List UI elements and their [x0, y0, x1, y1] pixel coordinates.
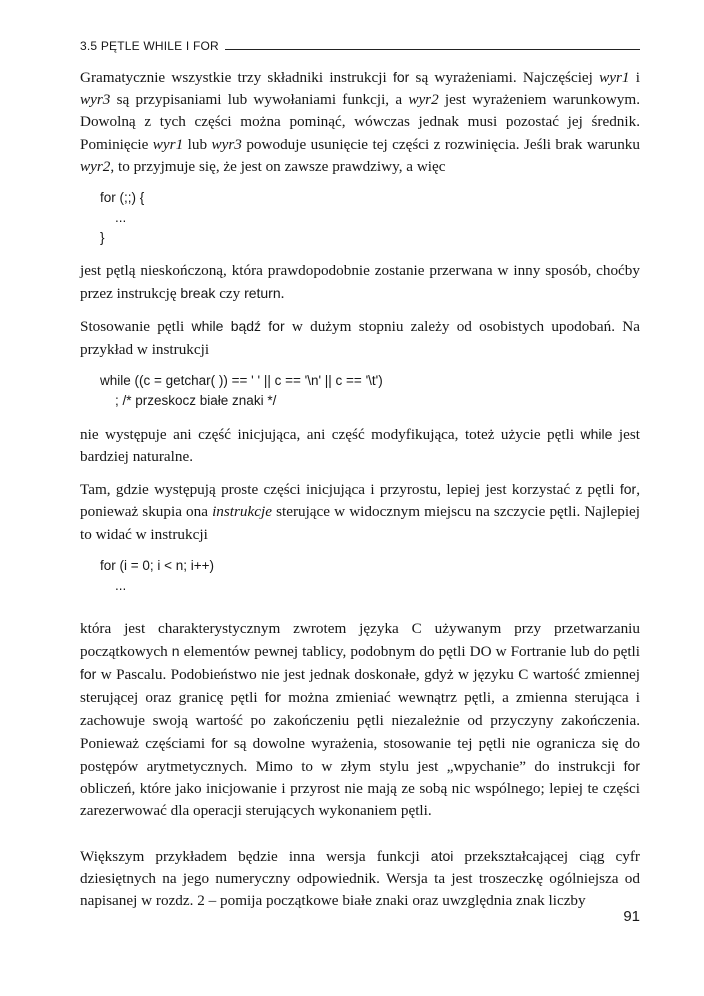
paragraph-2: [80, 260, 640, 305]
text-run: elementów pewnej tablicy, podobnym do pętli DO w Fortranie lub do pętli: [179, 643, 640, 661]
code-line: ...: [100, 577, 127, 593]
keyword-while: while: [580, 425, 613, 442]
keyword-for: for: [268, 318, 285, 335]
keyword-for: for: [264, 689, 282, 706]
text-run: obliczeń, które jako inicjowanie i przyrost nie mają ze sobą nic wspólnego; lepiej te części zarezerwować dla operacji sterujących wykonaniem pętli.: [80, 780, 640, 820]
running-head-text: 3.5 PĘTLE WHILE I FOR: [80, 39, 219, 53]
text-run: lub: [183, 135, 212, 153]
keyword-for: for: [619, 481, 637, 498]
code-line: for (;;) {: [100, 190, 145, 206]
code-line: for (i = 0; i < n; i++): [100, 557, 215, 573]
text-run: jest wyrażeniem warunkowym. Dowolną z tych części można pominąć, wówczas jednak musi pozostać jej średnik. Pominięcie: [80, 91, 640, 153]
page-body: [80, 66, 640, 912]
paragraph-3: [80, 315, 640, 360]
keyword-for: for: [80, 666, 97, 683]
term-wyr1: wyr1: [152, 135, 184, 153]
text-run: .: [280, 285, 285, 303]
text-run: są wyrażeniami. Najczęściej: [409, 69, 600, 86]
text-run: można zmieniać wewnątrz pętli, a zmienna sterująca i zachowuje swoją wartość po zakończeniu pętli niezależnie od przyczyny zakończenia. Ponieważ częściami: [80, 689, 641, 752]
keyword-for: for: [392, 69, 410, 85]
code-line: ; /* przeskocz białe znaki */: [100, 392, 277, 408]
keyword-for: for: [211, 734, 228, 751]
keyword-n: n: [171, 643, 180, 660]
code-line: while ((c = getchar( )) == ' ' || c == '\n' || c == '\t'): [100, 372, 383, 388]
paragraph-5: [80, 478, 640, 546]
text-run: są przypisaniami lub wywołaniami funkcji, a: [110, 91, 409, 109]
paragraph-4: [80, 423, 640, 468]
term-wyr1: wyr1: [599, 69, 630, 86]
keyword-return: return: [244, 285, 281, 302]
term-wyr2: wyr2: [408, 91, 439, 109]
text-run: w dużym stopniu zależy od osobistych upodobań. Na przykład w instrukcji: [80, 318, 640, 358]
keyword-atoi: atoi: [430, 847, 454, 864]
code-line: ...: [100, 210, 127, 226]
text-run: czy: [215, 285, 245, 303]
text-run: [223, 318, 230, 335]
keyword-for: for: [623, 758, 640, 775]
header-rule: [225, 49, 640, 50]
code-line: }: [100, 230, 105, 246]
code-block-for: [100, 556, 640, 596]
text-run: powoduje usunięcie tej części z rozwinięcia. Jeśli brak warunku: [241, 135, 640, 153]
text-run: są dowolne wyrażenia, stosowanie tej pętli nie ogranicza się do postępów arytmetycznych. Mimo to w złym stylu jest „wpychanie” do instrukcji: [80, 734, 640, 776]
text-run: nie występuje ani część inicjująca, ani część modyfikująca, toteż użycie pętli: [80, 425, 581, 443]
keyword-break: break: [180, 285, 216, 302]
keyword-while: while: [191, 318, 224, 335]
page-number: 91: [623, 908, 640, 925]
text-run: Stosowanie pętli: [80, 318, 192, 336]
text-run: , to przyjmuje się, że jest on zawsze prawdziwy, a więc: [110, 157, 446, 175]
code-block-while: [100, 371, 640, 411]
paragraph-6: [80, 618, 640, 823]
term-wyr2: wyr2: [80, 157, 111, 175]
text-run: , ponieważ skupia ona: [80, 481, 640, 521]
term-instrukcje: instrukcje: [212, 503, 272, 521]
running-header: [80, 39, 640, 53]
paragraph-1: [80, 66, 640, 178]
text-run: jest pętlą nieskończoną, która prawdopodobnie zostanie przerwana w inny sposób, choćby przez instrukcję: [80, 262, 640, 303]
text-run: która jest charakterystycznym zwrotem języka C używanym przy przetwarzaniu początkowych: [80, 619, 640, 661]
text-run: w Pascalu. Podobieństwo nie jest jednak doskonałe, gdyż w języku C wartość zmiennej sterującej oraz granicę pętli: [80, 666, 640, 707]
text-run: Większym przykładem będzie inna wersja funkcji: [80, 847, 431, 865]
text-run: przekształcającej ciąg cyfr dziesiętnych na jego numeryczny odpowiednik. Wersja ta jest troszeczkę ogólniejsza od napisanej w rozdz. 2 – pomija początkowe białe znaki oraz uwzględnia znak liczby: [80, 847, 640, 910]
text-run: bądź: [230, 318, 262, 335]
text-run: i: [629, 69, 640, 86]
text-run: jest bardziej naturalne.: [80, 425, 640, 466]
text-run: Tam, gdzie występują proste części inicjująca i przyrostu, lepiej jest korzystać z pętli: [80, 481, 620, 499]
paragraph-7: [80, 845, 640, 913]
text-run: Gramatycznie wszystkie trzy składniki instrukcji: [80, 69, 393, 86]
text-run: sterujące w widocznym miejscu na szczycie pętli. Najlepiej to widać w instrukcji: [80, 503, 640, 543]
code-block-infinite-loop: [100, 188, 640, 248]
term-wyr3: wyr3: [211, 135, 242, 153]
term-wyr3: wyr3: [80, 91, 111, 109]
